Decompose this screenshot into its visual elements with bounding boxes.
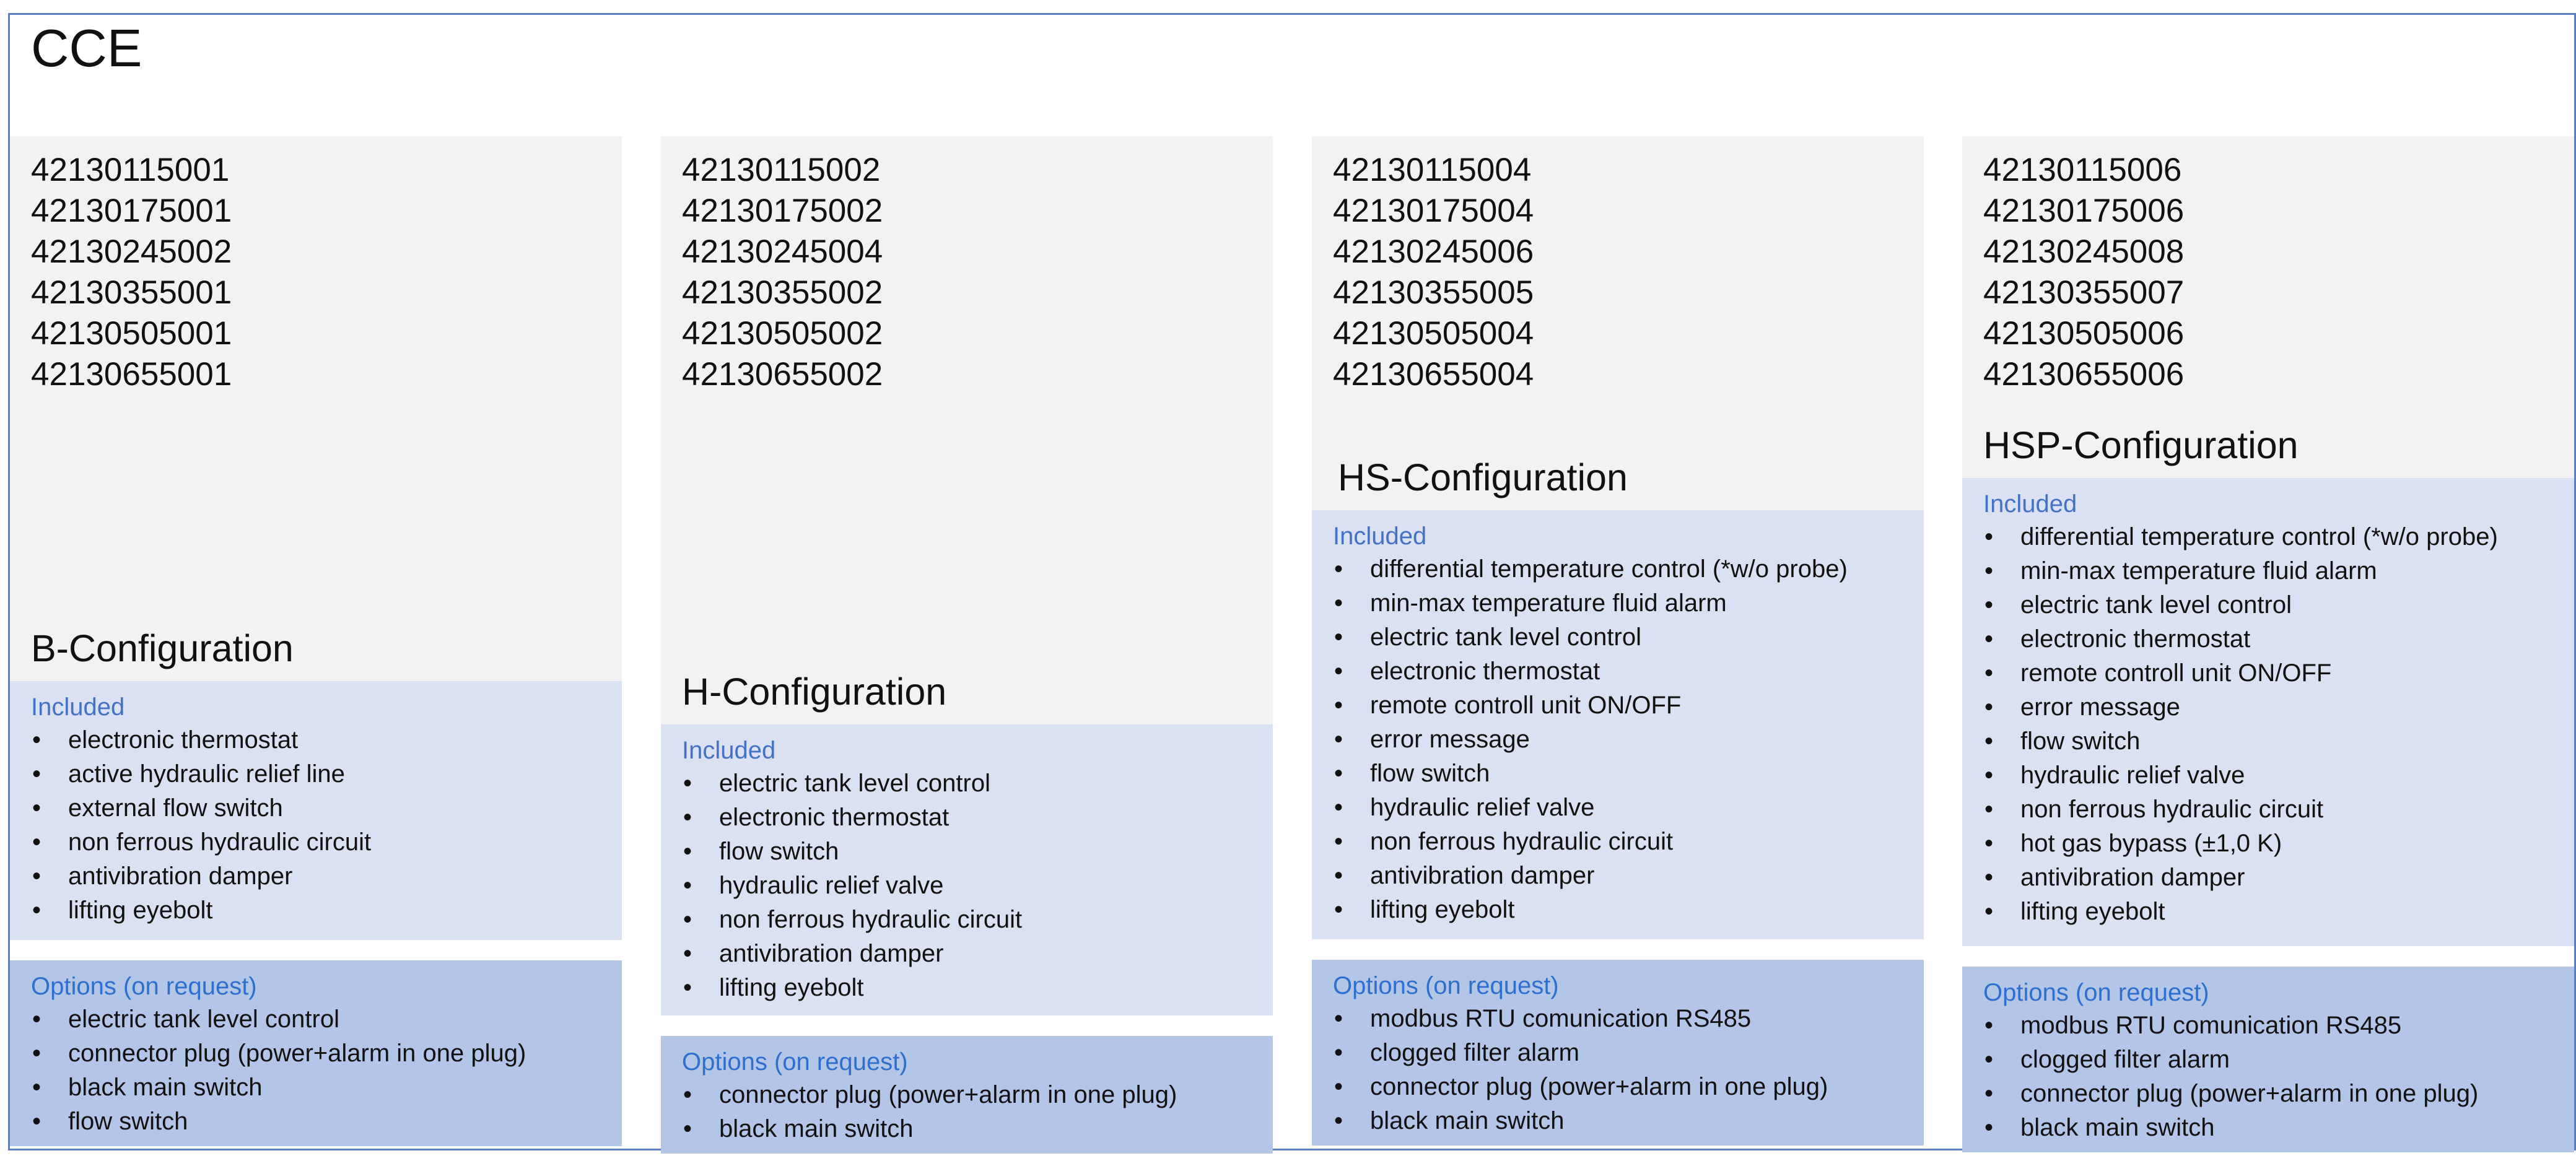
list-item: • non ferrous hydraulic circuit bbox=[1333, 825, 1924, 859]
list-item: • black main switch bbox=[1333, 1104, 1924, 1138]
part-number: 42130175001 bbox=[31, 193, 232, 229]
part-number: 42130355005 bbox=[1333, 274, 1534, 311]
list-item: • flow switch bbox=[1983, 724, 2574, 759]
part-number: 42130245004 bbox=[682, 233, 883, 270]
list-item: • differential temperature control (*w/o probe) bbox=[1333, 552, 1924, 586]
list-item: • black main switch bbox=[1983, 1111, 2574, 1145]
part-number-list bbox=[682, 150, 1273, 395]
included-list bbox=[682, 767, 1273, 1005]
options-panel bbox=[1312, 960, 1924, 1146]
list-item: • hydraulic relief valve bbox=[682, 869, 1273, 903]
list-item: • electronic thermostat bbox=[1983, 622, 2574, 656]
part-number-list bbox=[1333, 150, 1924, 395]
list-item: • lifting eyebolt bbox=[1983, 895, 2574, 929]
included-panel bbox=[10, 681, 622, 940]
column-b-configuration bbox=[10, 136, 622, 1146]
part-number: 42130505001 bbox=[31, 315, 232, 352]
part-number: 42130245008 bbox=[1983, 233, 2185, 270]
list-item: • black main switch bbox=[31, 1071, 622, 1105]
list-item: • modbus RTU comunication RS485 bbox=[1983, 1009, 2574, 1043]
part-number: 42130655006 bbox=[1983, 356, 2185, 393]
list-item: • hot gas bypass (±1,0 K) bbox=[1983, 827, 2574, 861]
part-number: 42130245006 bbox=[1333, 233, 1534, 270]
configuration-title: HSP-Configuration bbox=[1983, 424, 2299, 466]
list-item: • connector plug (power+alarm in one plug) bbox=[1983, 1077, 2574, 1111]
list-item: • non ferrous hydraulic circuit bbox=[31, 825, 622, 859]
list-item: • lifting eyebolt bbox=[31, 894, 622, 928]
list-item: • connector plug (power+alarm in one plug) bbox=[682, 1078, 1273, 1112]
included-list bbox=[31, 723, 622, 928]
column-h-configuration bbox=[661, 136, 1273, 1154]
part-number: 42130505006 bbox=[1983, 315, 2185, 352]
part-number: 42130175004 bbox=[1333, 193, 1534, 229]
included-heading: Included bbox=[682, 737, 776, 764]
part-number: 42130175002 bbox=[682, 193, 883, 229]
list-item: • lifting eyebolt bbox=[1333, 893, 1924, 927]
list-item: • clogged filter alarm bbox=[1983, 1043, 2574, 1077]
list-item: • remote controll unit ON/OFF bbox=[1983, 656, 2574, 690]
part-number: 42130245002 bbox=[31, 233, 232, 270]
part-number: 42130505004 bbox=[1333, 315, 1534, 352]
page-title: CCE bbox=[31, 19, 142, 78]
part-numbers-panel bbox=[661, 136, 1273, 724]
part-number: 42130115002 bbox=[682, 152, 881, 188]
list-item: • antivibration damper bbox=[1333, 859, 1924, 893]
list-item: • black main switch bbox=[682, 1112, 1273, 1146]
list-item: • differential temperature control (*w/o probe) bbox=[1983, 520, 2574, 554]
part-number: 42130115001 bbox=[31, 152, 230, 188]
part-numbers-panel bbox=[1962, 136, 2574, 478]
included-panel bbox=[1962, 478, 2574, 946]
options-panel bbox=[10, 960, 622, 1146]
list-item: • antivibration damper bbox=[682, 937, 1273, 971]
list-item: • non ferrous hydraulic circuit bbox=[682, 903, 1273, 937]
options-list bbox=[31, 1002, 622, 1139]
included-list bbox=[1983, 520, 2574, 929]
list-item: • min-max temperature fluid alarm bbox=[1983, 554, 2574, 588]
part-number: 42130655001 bbox=[31, 356, 232, 393]
part-number-list bbox=[31, 150, 622, 395]
configuration-title: B-Configuration bbox=[31, 627, 294, 669]
part-number: 42130175006 bbox=[1983, 193, 2185, 229]
list-item: • electric tank level control bbox=[31, 1002, 622, 1037]
list-item: • electronic thermostat bbox=[31, 723, 622, 757]
included-heading: Included bbox=[1983, 490, 2077, 518]
included-panel bbox=[661, 724, 1273, 1015]
included-list bbox=[1333, 552, 1924, 927]
list-item: • antivibration damper bbox=[1983, 861, 2574, 895]
part-number: 42130655002 bbox=[682, 356, 883, 393]
options-list bbox=[1983, 1009, 2574, 1145]
part-number: 42130115006 bbox=[1983, 152, 2182, 188]
part-number-list bbox=[1983, 150, 2574, 395]
part-number: 42130355001 bbox=[31, 274, 232, 311]
list-item: • hydraulic relief valve bbox=[1333, 791, 1924, 825]
list-item: • electronic thermostat bbox=[1333, 654, 1924, 689]
list-item: • connector plug (power+alarm in one plug) bbox=[31, 1037, 622, 1071]
options-heading: Options (on request) bbox=[1333, 972, 1559, 999]
options-list bbox=[682, 1078, 1273, 1146]
list-item: • modbus RTU comunication RS485 bbox=[1333, 1002, 1924, 1036]
list-item: • lifting eyebolt bbox=[682, 971, 1273, 1005]
list-item: • non ferrous hydraulic circuit bbox=[1983, 793, 2574, 827]
list-item: • clogged filter alarm bbox=[1333, 1036, 1924, 1070]
options-heading: Options (on request) bbox=[682, 1048, 908, 1076]
part-number: 42130505002 bbox=[682, 315, 883, 352]
part-numbers-panel bbox=[10, 136, 622, 681]
part-number: 42130655004 bbox=[1333, 356, 1534, 393]
included-heading: Included bbox=[31, 694, 125, 721]
list-item: • external flow switch bbox=[31, 791, 622, 825]
options-heading: Options (on request) bbox=[31, 973, 257, 1000]
list-item: • active hydraulic relief line bbox=[31, 757, 622, 791]
options-heading: Options (on request) bbox=[1983, 979, 2209, 1006]
column-hsp-configuration bbox=[1962, 136, 2574, 1152]
column-hs-configuration bbox=[1312, 136, 1924, 1146]
list-item: • electric tank level control bbox=[1983, 588, 2574, 622]
list-item: • remote controll unit ON/OFF bbox=[1333, 689, 1924, 723]
part-numbers-panel bbox=[1312, 136, 1924, 510]
options-panel bbox=[661, 1036, 1273, 1154]
list-item: • flow switch bbox=[31, 1105, 622, 1139]
included-heading: Included bbox=[1333, 523, 1427, 550]
part-number: 42130355007 bbox=[1983, 274, 2185, 311]
list-item: • error message bbox=[1983, 690, 2574, 724]
list-item: • connector plug (power+alarm in one plug) bbox=[1333, 1070, 1924, 1104]
list-item: • flow switch bbox=[682, 835, 1273, 869]
list-item: • electric tank level control bbox=[1333, 620, 1924, 654]
options-panel bbox=[1962, 967, 2574, 1152]
list-item: • antivibration damper bbox=[31, 859, 622, 894]
included-panel bbox=[1312, 510, 1924, 939]
configuration-title: HS-Configuration bbox=[1338, 456, 1628, 498]
list-item: • electronic thermostat bbox=[682, 801, 1273, 835]
configuration-title: H-Configuration bbox=[682, 671, 947, 713]
part-number: 42130355002 bbox=[682, 274, 883, 311]
list-item: • hydraulic relief valve bbox=[1983, 759, 2574, 793]
list-item: • flow switch bbox=[1333, 757, 1924, 791]
options-list bbox=[1333, 1002, 1924, 1138]
list-item: • min-max temperature fluid alarm bbox=[1333, 586, 1924, 620]
part-number: 42130115004 bbox=[1333, 152, 1532, 188]
list-item: • electric tank level control bbox=[682, 767, 1273, 801]
list-item: • error message bbox=[1333, 723, 1924, 757]
